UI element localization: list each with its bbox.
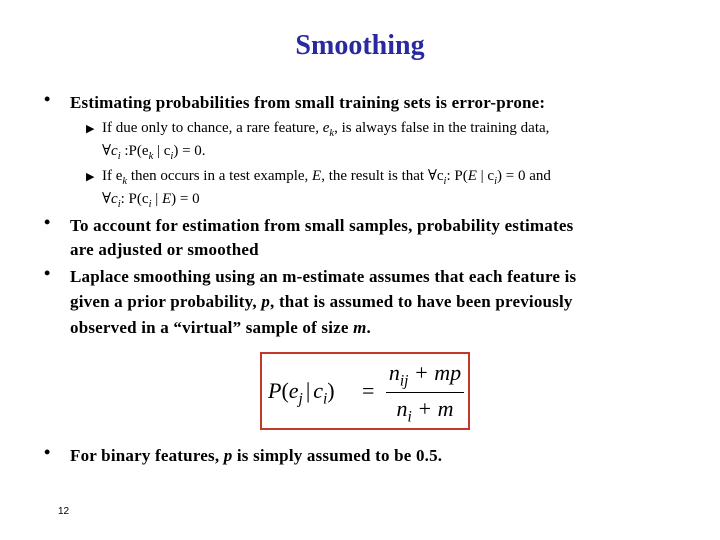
formula-equals: = [362, 378, 375, 403]
sub-bullet-2-line-2: $\forall c_i$: $P(c_i$ | E) = 0 [102, 191, 200, 210]
formula-fraction-bar [386, 392, 464, 393]
bullet-4-text: For binary features, p is simply assumed to be 0.5. [70, 446, 443, 465]
bullet-icon: • [44, 89, 51, 109]
sub-bullet-2-line-1: If $e_k$ then occurs in a test example, E, the result is that $\forall c_i$: P(E | $c_i) = 0$ and [102, 168, 551, 187]
bullet-2-line-2: are adjusted or smoothed [70, 240, 259, 259]
bullet-3-line-1: Laplace smoothing using an m-estimate assumes that each feature is [70, 267, 577, 286]
bullet-icon: • [44, 263, 51, 283]
sub-bullet-1-line-2: $\forall c_i$ $:P(e_k$ | $c_i) = 0$. [102, 143, 206, 162]
bullet-3-line-2: given a prior probability, p, that is assumed to have been previously [70, 292, 573, 311]
slide-title: Smoothing [295, 30, 425, 61]
bullet-3-line-3: observed in a “virtual” sample of size m. [70, 318, 371, 337]
formula-denominator: $n_i + m$ [396, 396, 454, 426]
sub-bullet-1-line-1: If due only to chance, a rare feature, $e_k$, is always false in the training data, [102, 120, 550, 139]
bullet-icon: • [44, 442, 51, 462]
page-number: 12 [58, 506, 70, 517]
bullet-2-line-1: To account for estimation from small samples, probability estimates [70, 216, 574, 235]
bullet-1-text: Estimating probabilities from small training sets is error-prone: [70, 93, 546, 112]
triangle-bullet-icon: ▶ [86, 123, 95, 135]
formula-numerator: $n_{ij}$ + mp [388, 360, 462, 390]
m-estimate-formula [260, 352, 470, 430]
triangle-bullet-icon: ▶ [86, 171, 95, 183]
formula-lhs: $P(e_j$ | $c_i$) [268, 378, 335, 408]
bullet-icon: • [44, 212, 51, 232]
